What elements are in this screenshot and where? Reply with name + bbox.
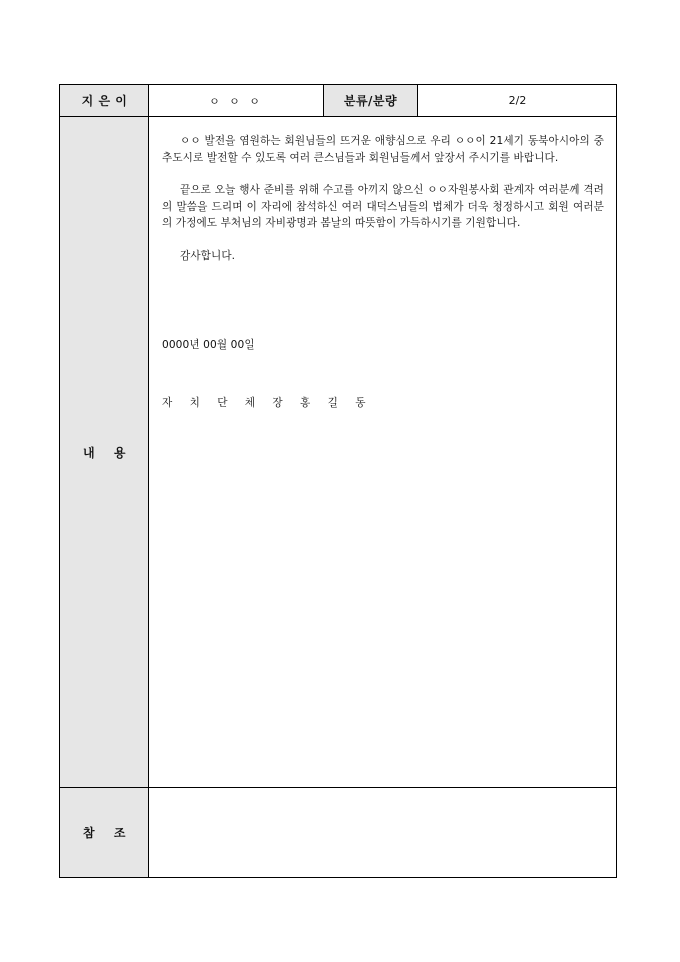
reference-value (149, 788, 617, 877)
date: 0000년 00월 00일 (162, 338, 255, 351)
header-divider-1 (323, 85, 324, 116)
paragraph: 감사합니다. (180, 249, 236, 262)
signer: 자 치 단 체 장 홍 길 동 (162, 397, 373, 410)
reference-divider (60, 787, 616, 788)
content-body (162, 133, 604, 412)
author-label: 지 은 이 (60, 85, 149, 116)
paragraph: 끝으로 오늘 행사 준비를 위해 수고를 아끼지 않으신 ㅇㅇ자원봉사회 관계자 여러분께 격려의 말씀을 드리며 이 자리에 참석하신 여러 대덕스님들의 법체가 더욱 청정하시고 회원 여러분의 가정에도 부처님의 자비광명과 봄날의 따뜻함이 가득하시기를 기원합니다. (162, 184, 604, 230)
content-label: 내 용 (60, 116, 149, 788)
document-form (59, 84, 617, 878)
category-label: 분류/분량 (323, 85, 418, 116)
category-value: 2/2 (508, 94, 527, 107)
paragraph: ㅇㅇ 발전을 염원하는 회원님들의 뜨거운 애향심으로 우리 ㅇㅇ이 21세기 동북아시아의 중추도시로 발전할 수 있도록 여러 큰스님들과 회원님들께서 앞장서 주시기를 바랍니다. (162, 135, 604, 164)
header-divider-2 (417, 85, 418, 116)
label-column-divider (148, 85, 149, 877)
reference-label: 참 조 (60, 788, 149, 877)
header-divider (60, 116, 616, 117)
author-value: ㅇ ㅇ ㅇ (209, 94, 263, 108)
